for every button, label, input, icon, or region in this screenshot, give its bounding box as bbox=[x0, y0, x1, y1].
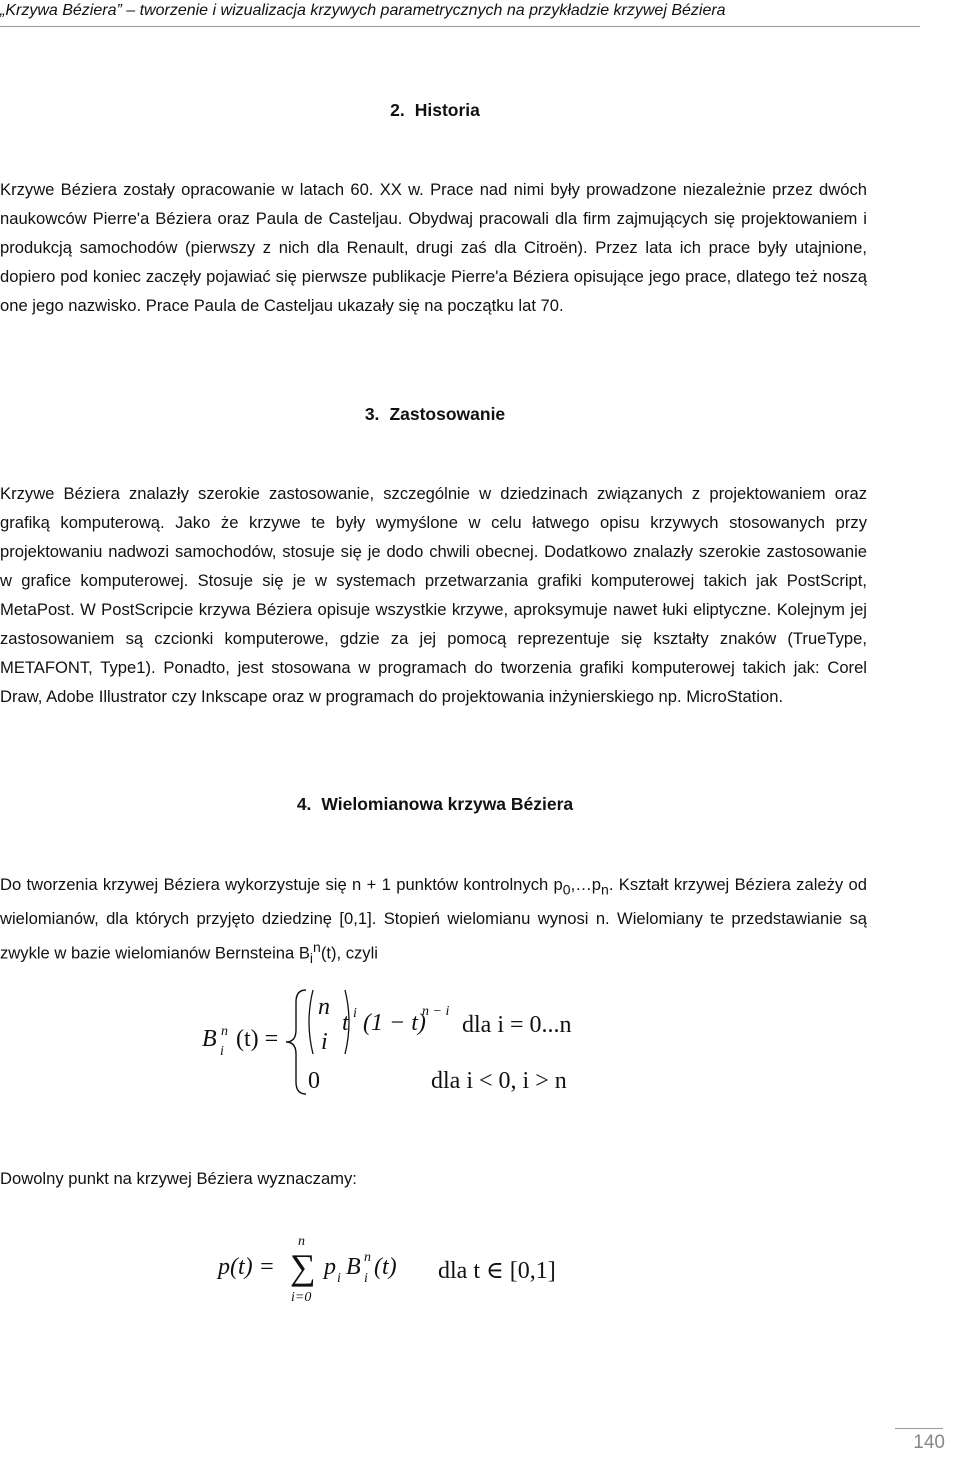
formula-term-t: t bbox=[342, 1010, 349, 1036]
page-number: 140 bbox=[913, 1432, 945, 1453]
formula-B-sub: i bbox=[220, 1044, 224, 1059]
superscript: n bbox=[313, 939, 321, 956]
page-number-rule bbox=[895, 1428, 943, 1429]
paragraph-dowolny-punkt: Dowolny punkt na krzywej Béziera wyznaczamy: bbox=[0, 1169, 357, 1188]
text-fragment: (t), czyli bbox=[320, 943, 378, 963]
section-title: Wielomianowa krzywa Béziera bbox=[321, 794, 574, 814]
subscript: 0 bbox=[562, 881, 571, 898]
sum-bottom: i=0 bbox=[291, 1290, 312, 1305]
section-heading-historia bbox=[0, 99, 870, 121]
formula-zero: 0 bbox=[308, 1068, 320, 1094]
formula-term-sup: i bbox=[353, 1006, 357, 1021]
binom-bottom: i bbox=[321, 1029, 328, 1055]
section-heading-wielomianowa bbox=[0, 793, 870, 815]
running-header: „Krzywa Béziera” – tworzenie i wizualizacja krzywych parametrycznych na przykładzie krzywej Béziera bbox=[0, 0, 780, 22]
formula2-p: p bbox=[324, 1254, 336, 1280]
formula2-B-sub: i bbox=[364, 1271, 368, 1286]
paragraph-wielomianowa bbox=[0, 870, 867, 973]
formula2-p-sub: i bbox=[337, 1271, 341, 1286]
formula2-lhs: p(t) = bbox=[218, 1254, 275, 1280]
formula-condition-2: dla i < 0, i > n bbox=[431, 1068, 567, 1094]
curve-point-formula bbox=[218, 1230, 578, 1310]
formula2-condition: dla t ∈ [0,1] bbox=[438, 1258, 556, 1284]
formula2-B-sup: n bbox=[364, 1250, 371, 1265]
section-number: 2. bbox=[390, 100, 405, 120]
subscript: n bbox=[601, 881, 609, 898]
text-fragment: . Kształt krzywej Béziera zależy od wielomianów, dla których przyjęto dziedzinę [0,1]. Stopień wielomianu wynosi n. Wielomiany te przedstawianie są zwykle w bazie wielomianów Bernsteina B bbox=[0, 875, 868, 963]
bernstein-formula bbox=[200, 980, 620, 1105]
formula-factor: (1 − t) bbox=[363, 1010, 426, 1036]
section-number: 3. bbox=[364, 404, 380, 424]
paragraph-zastosowanie: Krzywe Béziera znalazły szerokie zastosowanie, szczególnie w dziedzinach związanych z projektowaniem oraz grafiką komputerową. Jako że krzywe te były wymyślone w celu łatwego opisu krzywych stosowanych przy projektowaniu nadwozi samochodów, stosuje się je dodo chwili obecnej. Dodatkowo znalazły szerokie zastosowanie w grafice komputerowej. Stosuje się je w systemach przetwarzania grafiki komputerowej takich jak PostScript, MetaPost. W PostScripcie krzywa Béziera opisuje wszystkie krzywe, aproksymuje nawet łuki eliptyczne. Kolejnym jej zastosowaniem są czcionki komputerowe, gdzie za jej pomocą reprezentuje się kształty znaków (TrueType, METAFONT, Type1). Ponadto, jest stosowana w programach do tworzenia grafiki komputerowej takich jak: Corel Draw, Adobe Illustrator czy Inkscape oraz w programach do projektowania inżynierskiego np. MicroStation. bbox=[0, 484, 867, 706]
formula2-B: B bbox=[346, 1254, 361, 1280]
section-title: Historia bbox=[414, 100, 480, 120]
text-fragment: ,…p bbox=[570, 875, 602, 894]
binom-top: n bbox=[318, 994, 330, 1020]
paragraph-historia: Krzywe Béziera zostały opracowanie w latach 60. XX w. Prace nad nimi były prowadzone niezależnie przez dwóch naukowców Pierre'a Béziera oraz Paula de Casteljau. Obydwaj pracowali dla firm zajmujących się projektowaniem i produkcją samochodów (pierwszy z nich dla Renault, drugi zaś dla Citroën). Przez lata ich prace były utajnione, dopiero pod koniec zaczęły pojawiać się pierwsze publikacje Pierre'a Béziera opisujące jego prace, dlatego też noszą one jego nazwisko. Prace Paula de Casteljau ukazały się na początku lat 70. bbox=[0, 180, 867, 315]
section-number: 4. bbox=[296, 794, 312, 814]
text-fragment: Do tworzenia krzywej Béziera wykorzystuje się n + 1 punktów kontrolnych p bbox=[0, 875, 563, 894]
formula-B: B bbox=[202, 1026, 217, 1052]
section-heading-zastosowanie bbox=[0, 403, 870, 425]
sum-sign: ∑ bbox=[290, 1247, 316, 1287]
subscript: i bbox=[309, 950, 314, 967]
formula-factor-sup: n − i bbox=[422, 1004, 450, 1019]
formula-lhs-rest: (t) = bbox=[236, 1026, 279, 1052]
formula-B-sup: n bbox=[221, 1024, 228, 1039]
sum-top: n bbox=[298, 1234, 305, 1249]
formula-condition-1: dla i = 0...n bbox=[462, 1012, 572, 1038]
formula2-B-arg: (t) bbox=[374, 1254, 397, 1280]
section-title: Zastosowanie bbox=[389, 404, 506, 424]
